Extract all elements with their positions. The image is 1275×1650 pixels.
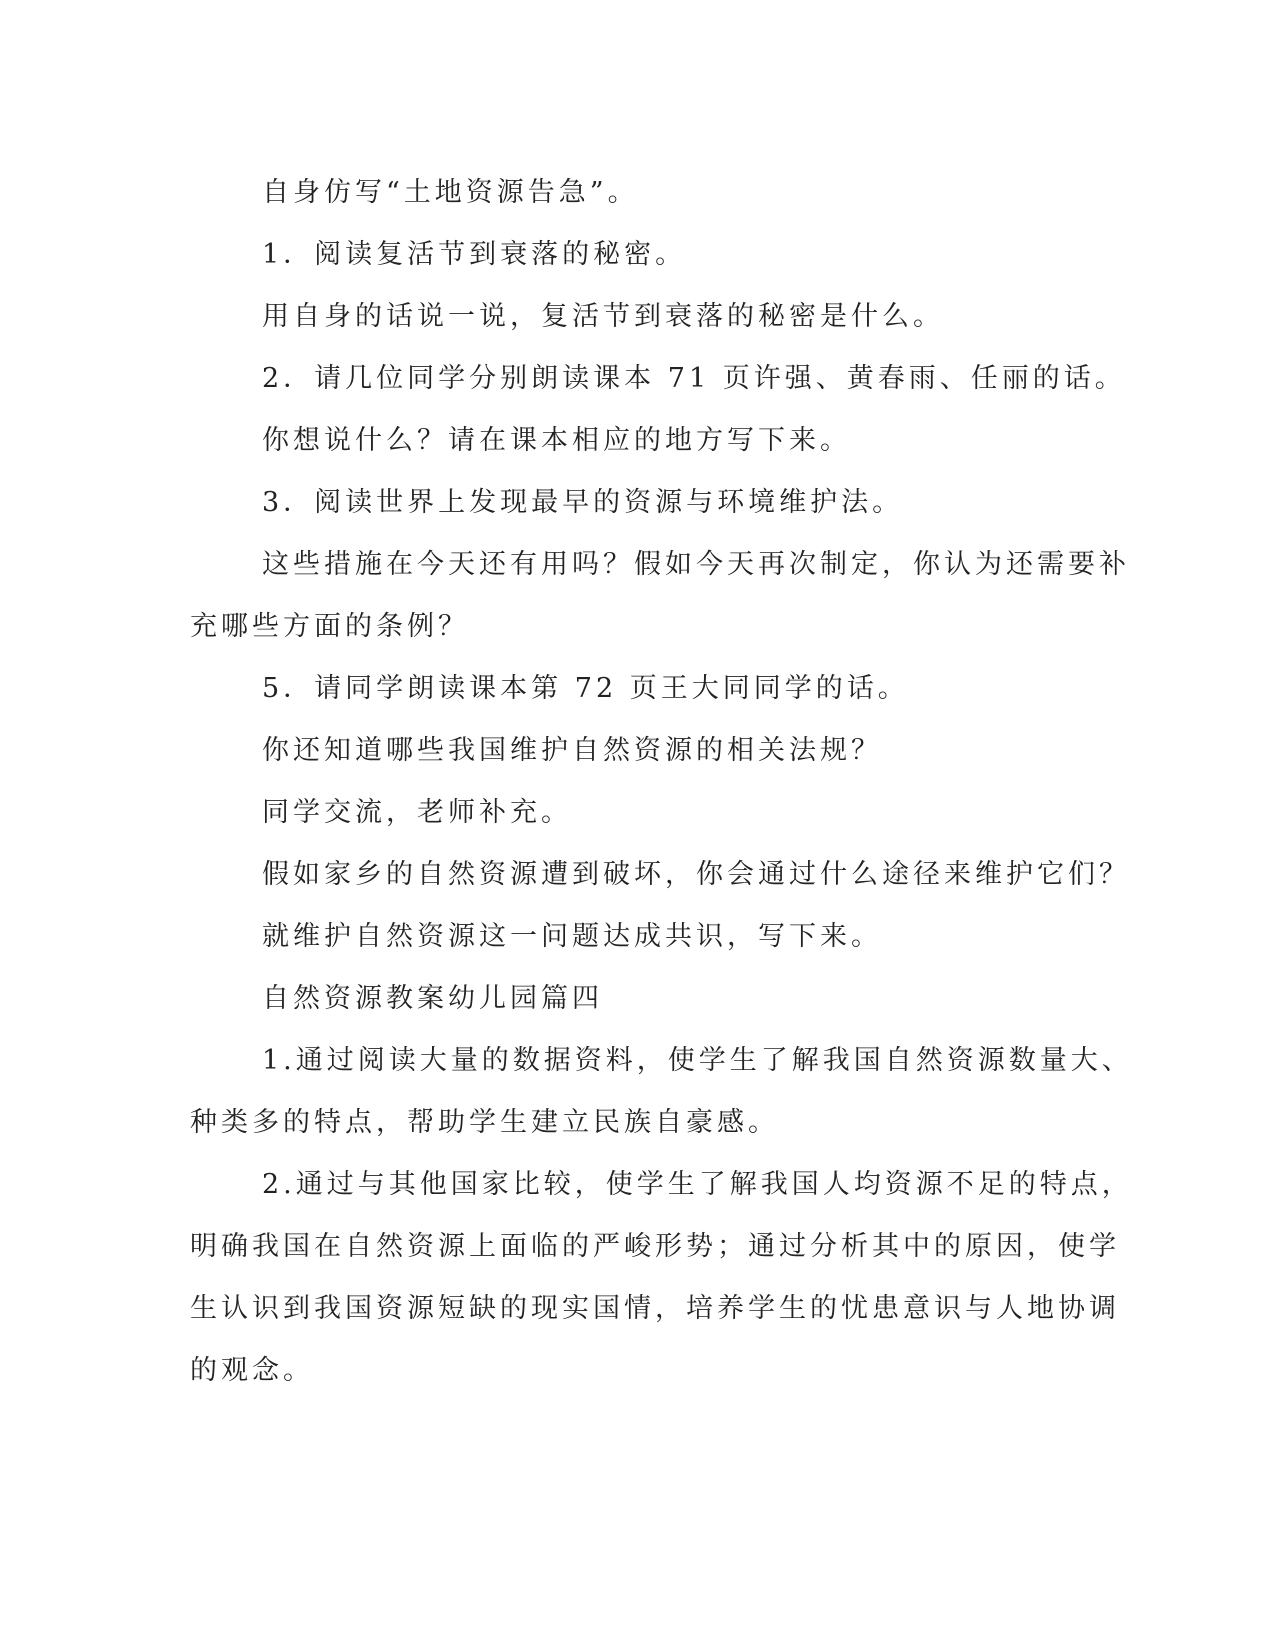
text-line: 1．阅读复活节到衰落的秘密。: [262, 239, 687, 270]
text-line: 种类多的特点，帮助学生建立民族自豪感。: [190, 1107, 779, 1138]
text-line: 5．请同学朗读课本第 72 页王大同同学的话。: [262, 673, 909, 704]
text-line: 2.通过与其他国家比较，使学生了解我国人均资源不足的特点，: [262, 1169, 1133, 1200]
document-body: [190, 162, 1133, 1402]
text-line: 同学交流，老师补充。: [262, 797, 572, 828]
text-line: 你想说什么？请在课本相应的地方写下来。: [262, 425, 851, 456]
text-line: 的观念。: [190, 1355, 314, 1386]
text-line: 2．请几位同学分别朗读课本 71 页许强、黄春雨、任丽的话。: [262, 363, 1126, 394]
text-line: 充哪些方面的条例？: [190, 611, 469, 642]
text-line: 用自身的话说一说，复活节到衰落的秘密是什么。: [262, 301, 944, 332]
text-line: 明确我国在自然资源上面临的严峻形势；通过分析其中的原因，使学: [190, 1231, 1120, 1262]
section-heading: 自然资源教案幼儿园篇四: [262, 983, 603, 1014]
text-line: 这些措施在今天还有用吗？假如今天再次制定，你认为还需要补: [262, 549, 1130, 580]
text-line: 1.通过阅读大量的数据资料，使学生了解我国自然资源数量大、: [262, 1045, 1133, 1076]
text-line: 你还知道哪些我国维护自然资源的相关法规？: [262, 735, 882, 766]
text-line: 3．阅读世界上发现最早的资源与环境维护法。: [262, 487, 904, 518]
text-line: 假如家乡的自然资源遭到破坏，你会通过什么途径来维护它们？: [262, 859, 1130, 890]
text-line: 生认识到我国资源短缺的现实国情，培养学生的忧患意识与人地协调: [190, 1293, 1120, 1324]
text-line: 自身仿写“土地资源告急”。: [262, 177, 639, 208]
text-line: 就维护自然资源这一问题达成共识，写下来。: [262, 921, 882, 952]
